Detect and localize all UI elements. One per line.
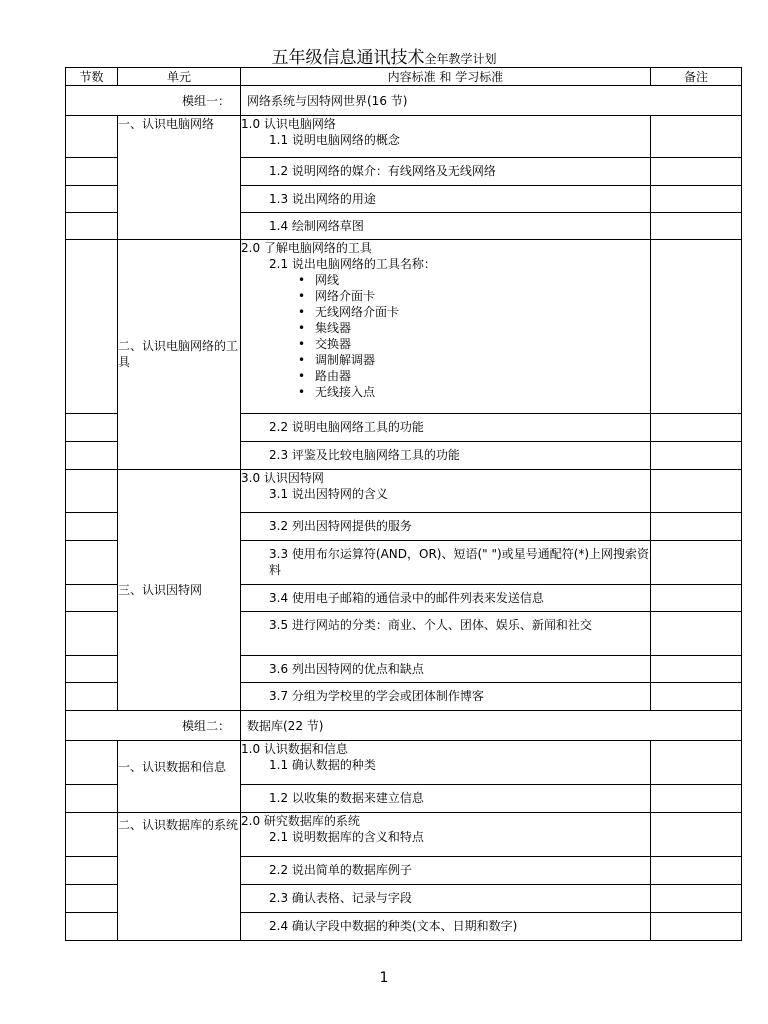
period-cell [66,414,118,442]
page-title [0,48,768,69]
header-content: 内容标准 和 学习标准 [241,68,651,86]
header-unit: 单元 [118,68,241,86]
module-title: 网络系统与因特网世界(16 节) [241,86,742,116]
module-title: 数据库(22 节) [241,711,742,741]
learning-standard: 3.3 使用布尔运算符(AND，OR)、短语(" ")或星号通配符(*)上网搜索资料 [269,547,650,577]
table-row [66,741,742,785]
content-cell [241,158,651,186]
period-cell [66,612,118,656]
remarks-cell [651,612,742,656]
tool-list [241,272,650,400]
remarks-cell [651,857,742,885]
unit-cell: 二、认识数据库的系统 [118,813,241,941]
content-cell [241,857,651,885]
content-cell [241,186,651,213]
learning-standard: 1.2 说明网络的媒介：有线网络及无线网络 [269,164,496,178]
learning-standard: 2.1 说明数据库的含义和特点 [269,830,424,844]
header-row [66,68,742,86]
remarks-cell [651,585,742,612]
table-row [66,240,742,414]
learning-standard: 2.2 说出简单的数据库例子 [269,863,412,877]
remarks-cell [651,656,742,683]
remarks-cell [651,785,742,813]
learning-standard: 3.2 列出因特网提供的服务 [269,519,412,533]
module-label: 模组一： [66,86,241,116]
remarks-cell [651,913,742,941]
period-cell [66,240,118,414]
content-cell [241,541,651,585]
period-cell [66,813,118,857]
module-row [66,711,742,741]
remarks-cell [651,741,742,785]
standard-heading: 2.0 研究数据库的系统 [241,814,360,828]
list-item: • 无线接入点 [298,384,650,400]
list-item: • 网络介面卡 [298,288,650,304]
learning-standard: 2.4 确认字段中数据的种类(文本、日期和数字) [269,919,518,933]
content-cell [241,442,651,470]
remarks-cell [651,683,742,711]
remarks-cell [651,116,742,158]
list-item: • 网线 [298,272,650,288]
period-cell [66,785,118,813]
table-row [66,116,742,158]
period-cell [66,158,118,186]
period-cell [66,541,118,585]
period-cell [66,470,118,513]
learning-standard: 2.3 确认表格、记录与字段 [269,891,412,905]
remarks-cell [651,470,742,513]
remarks-cell [651,213,742,240]
unit-cell: 三、认识因特网 [118,470,241,711]
teaching-plan-table [65,67,742,941]
learning-standard: 2.3 评鉴及比较电脑网络工具的功能 [269,448,460,462]
period-cell [66,656,118,683]
period-cell [66,186,118,213]
table-row [66,813,742,857]
standard-heading: 3.0 认识因特网 [241,471,324,485]
learning-standard: 1.2 以收集的数据来建立信息 [269,791,424,805]
list-item: • 集线器 [298,320,650,336]
page-number: 1 [379,970,389,986]
content-cell [241,612,651,656]
unit-cell: 二、认识电脑网络的工具 [118,240,241,470]
learning-standard: 3.5 进行网站的分类：商业、个人、团体、娱乐、新闻和社交 [269,618,592,632]
module-label: 模组二： [66,711,241,741]
learning-standard: 3.4 使用电子邮箱的通信录中的邮件列表来发送信息 [269,591,544,605]
header-remarks: 备注 [651,68,742,86]
remarks-cell [651,414,742,442]
standard-heading: 1.0 认识电脑网络 [241,117,336,131]
content-cell [241,656,651,683]
period-cell [66,442,118,470]
period-cell [66,116,118,158]
content-cell [241,913,651,941]
module-row [66,86,742,116]
remarks-cell [651,541,742,585]
list-item: • 路由器 [298,368,650,384]
content-cell [241,741,651,785]
learning-standard: 1.1 说明电脑网络的概念 [269,133,400,147]
content-cell [241,683,651,711]
title-main: 五年级信息通讯技术 [271,48,425,68]
remarks-cell [651,240,742,414]
learning-standard: 1.1 确认数据的种类 [269,758,376,772]
learning-standard: 3.6 列出因特网的优点和缺点 [269,662,424,676]
period-cell [66,857,118,885]
remarks-cell [651,885,742,913]
remarks-cell [651,186,742,213]
learning-standard: 3.7 分组为学校里的学会或团体制作博客 [269,689,484,703]
period-cell [66,585,118,612]
list-item: • 调制解调器 [298,352,650,368]
content-cell [241,414,651,442]
content-cell [241,213,651,240]
list-item: • 无线网络介面卡 [298,304,650,320]
learning-standard: 2.2 说明电脑网络工具的功能 [269,420,424,434]
learning-standard: 2.1 说出电脑网络的工具名称： [269,257,436,271]
content-cell [241,116,651,158]
unit-cell: 一、认识电脑网络 [118,116,241,240]
period-cell [66,213,118,240]
content-cell [241,240,651,414]
content-cell [241,470,651,513]
remarks-cell [651,813,742,857]
period-cell [66,741,118,785]
content-cell [241,585,651,612]
header-period: 节数 [66,68,118,86]
remarks-cell [651,158,742,186]
period-cell [66,885,118,913]
title-suffix: 全年教学计划 [424,52,497,66]
content-cell [241,813,651,857]
unit-cell: 一、认识数据和信息 [118,741,241,813]
learning-standard: 1.3 说出网络的用途 [269,192,376,206]
content-cell [241,785,651,813]
table-row [66,470,742,513]
learning-standard: 1.4 绘制网络草图 [269,219,364,233]
content-cell [241,513,651,541]
period-cell [66,683,118,711]
content-cell [241,885,651,913]
remarks-cell [651,513,742,541]
period-cell [66,513,118,541]
standard-heading: 1.0 认识数据和信息 [241,742,348,756]
standard-heading: 2.0 了解电脑网络的工具 [241,241,372,255]
remarks-cell [651,442,742,470]
list-item: • 交换器 [298,336,650,352]
learning-standard: 3.1 说出因特网的含义 [269,487,388,501]
period-cell [66,913,118,941]
